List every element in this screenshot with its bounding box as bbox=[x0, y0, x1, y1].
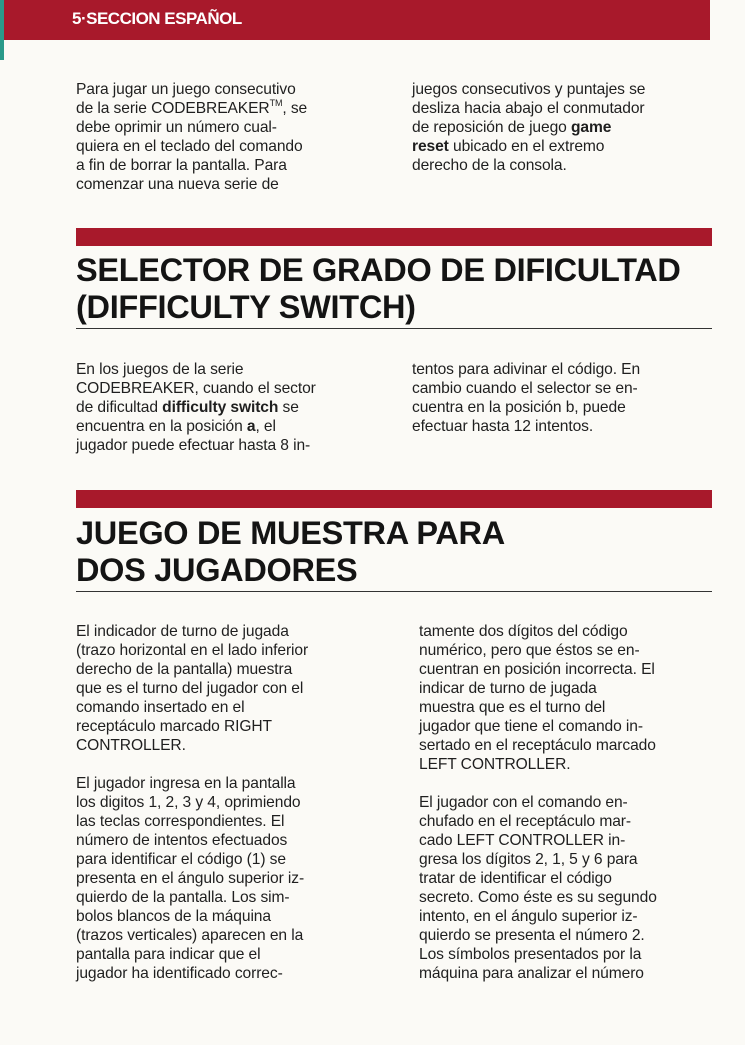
text-line: cuentra en la posición b, puede bbox=[412, 399, 626, 416]
title-underline bbox=[76, 328, 712, 329]
text-line: (trazo horizontal en el lado inferior bbox=[76, 642, 309, 659]
text-line: En los juegos de la serie bbox=[76, 361, 244, 378]
text-line: jugador puede efectuar hasta 8 in- bbox=[76, 437, 311, 454]
section-divider-bar bbox=[76, 490, 712, 508]
text-line: que es el turno del jugador con el bbox=[76, 680, 304, 697]
text-line: Para jugar un juego consecutivo bbox=[76, 81, 296, 98]
text-line: Los símbolos presentados por la bbox=[419, 946, 642, 963]
text-line: encuentra en la posición a, el bbox=[76, 418, 276, 435]
difficulty-left-column bbox=[76, 360, 396, 455]
text-line: El jugador con el comando en- bbox=[419, 794, 628, 811]
text-line: a fin de borrar la pantalla. Para bbox=[76, 157, 287, 174]
text-line: LEFT CONTROLLER. bbox=[419, 756, 571, 773]
text-line: presenta en el ángulo superior iz- bbox=[76, 870, 305, 887]
text-line: cambio cuando el selector se en- bbox=[412, 380, 638, 397]
text-line: comando insertado en el bbox=[76, 699, 245, 716]
text-line: indicar de turno de jugada bbox=[419, 680, 597, 697]
text-line: máquina para analizar el número bbox=[419, 965, 644, 982]
text-line: jugador ha identificado correc- bbox=[76, 965, 283, 982]
text-line: reset ubicado en el extremo bbox=[412, 138, 605, 155]
text-line: gresa los dígitos 2, 1, 5 y 6 para bbox=[419, 851, 638, 868]
text-line: derecho de la pantalla) muestra bbox=[76, 661, 293, 678]
text-line: las teclas correspondientes. El bbox=[76, 813, 285, 830]
text-line: El jugador ingresa en la pantalla bbox=[76, 775, 296, 792]
page-header-label: 5·SECCION ESPAÑOL bbox=[72, 9, 242, 28]
text-line: debe oprimir un número cual- bbox=[76, 119, 277, 136]
text-line: tamente dos dígitos del código bbox=[419, 623, 628, 640]
text-line: de reposición de juego game bbox=[412, 119, 612, 136]
section-divider-bar bbox=[76, 228, 712, 246]
text-line: juegos consecutivos y puntajes se bbox=[412, 81, 646, 98]
text-line: para identificar el código (1) se bbox=[76, 851, 286, 868]
section-title-difficulty: SELECTOR DE GRADO DE DIFICULTAD (DIFFICULTY SWITCH) bbox=[76, 252, 681, 325]
text-line: (trazos verticales) aparecen en la bbox=[76, 927, 304, 944]
text-line: tratar de identificar el código bbox=[419, 870, 612, 887]
text-line: tentos para adivinar el código. En bbox=[412, 361, 641, 378]
text-line: quiera en el teclado del comando bbox=[76, 138, 303, 155]
text-line: cuentran en posición incorrecta. El bbox=[419, 661, 655, 678]
trademark-sup: TM bbox=[269, 98, 283, 108]
title-underline bbox=[76, 591, 712, 592]
section-title-sample-game: JUEGO DE MUESTRA PARA DOS JUGADORES bbox=[76, 515, 505, 588]
intro-right-column bbox=[412, 80, 712, 175]
text-line: comenzar una nueva serie de bbox=[76, 176, 279, 193]
text-line: quierdo se presenta el número 2. bbox=[419, 927, 645, 944]
text-line: muestra que es el turno del bbox=[419, 699, 606, 716]
text-line: cado LEFT CONTROLLER in- bbox=[419, 832, 626, 849]
sample-left-column bbox=[76, 622, 401, 983]
text-line: los digitos 1, 2, 3 y 4, oprimiendo bbox=[76, 794, 301, 811]
text-line: jugador que tiene el comando in- bbox=[419, 718, 643, 735]
text-line: sertado en el receptáculo marcado bbox=[419, 737, 656, 754]
text-line: efectuar hasta 12 intentos. bbox=[412, 418, 594, 435]
text-line: número de intentos efectuados bbox=[76, 832, 288, 849]
text-line: desliza hacia abajo el conmutador bbox=[412, 100, 645, 117]
text-line: de dificultad difficulty switch se bbox=[76, 399, 299, 416]
difficulty-right-column bbox=[412, 360, 712, 436]
text-line: intento, en el ángulo superior iz- bbox=[419, 908, 638, 925]
text-line: chufado en el receptáculo mar- bbox=[419, 813, 631, 830]
text-line: derecho de la consola. bbox=[412, 157, 567, 174]
header-bar bbox=[4, 0, 710, 40]
text-line: pantalla para indicar que el bbox=[76, 946, 261, 963]
text-line: CONTROLLER. bbox=[76, 737, 186, 754]
text-line: bolos blancos de la máquina bbox=[76, 908, 271, 925]
text-line: El indicador de turno de jugada bbox=[76, 623, 289, 640]
text-line: secreto. Como éste es su segundo bbox=[419, 889, 657, 906]
text-line: CODEBREAKER, cuando el sector bbox=[76, 380, 316, 397]
sample-right-column bbox=[419, 622, 719, 983]
text-line: de la serie CODEBREAKER™, se bbox=[76, 98, 308, 117]
text-line: quierdo de la pantalla. Los sim- bbox=[76, 889, 290, 906]
text-line: numérico, pero que éstos se en- bbox=[419, 642, 640, 659]
text-line: receptáculo marcado RIGHT bbox=[76, 718, 272, 735]
intro-left-column bbox=[76, 80, 396, 194]
